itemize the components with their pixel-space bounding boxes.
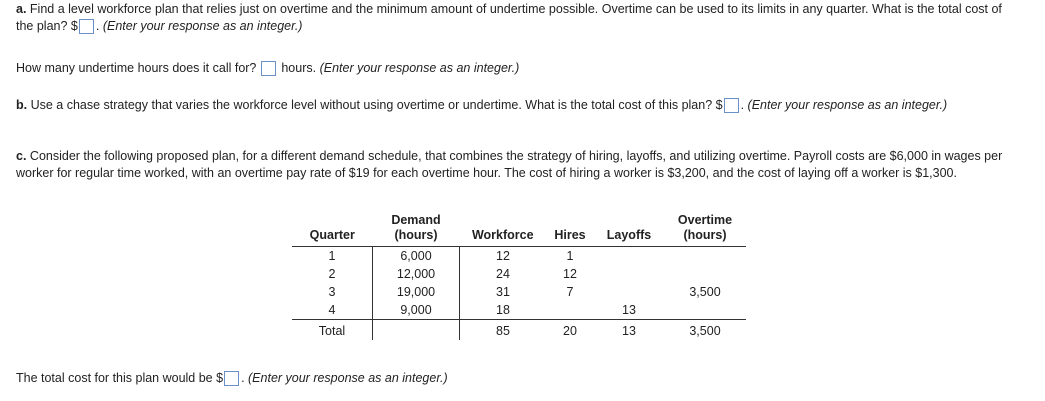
cell-total-workforce: 85: [460, 320, 547, 341]
part-a-undertime-hours-input[interactable]: [261, 61, 276, 76]
part-a-question-2-hint: (Enter your response as an integer.): [319, 61, 520, 75]
cell-quarter: 3: [292, 283, 373, 301]
header-overtime: Overtime (hours): [664, 213, 746, 247]
part-b-question: b. Use a chase strategy that varies the workforce level without using overtime or undertime. What is the total cost of this plan? $ . (Enter your response as an integer.): [16, 98, 948, 112]
plan-total-cost-input[interactable]: [224, 371, 239, 386]
cell-hires: 12: [563, 267, 577, 281]
cell-demand: 19,000: [373, 283, 460, 301]
cell-demand: 9,000: [373, 301, 460, 320]
table-row: [292, 283, 746, 301]
cell-total-demand: [373, 320, 460, 341]
cell-overtime: [664, 247, 746, 266]
cell-layoffs: [594, 265, 664, 283]
cell-demand: 12,000: [373, 265, 460, 283]
part-b-question-text: Use a chase strategy that varies the workforce level without using overtime or undertime. What is the total cost of this plan? $: [30, 98, 723, 112]
cell-layoffs: 13: [622, 303, 636, 317]
part-a-question-2: [16, 60, 1021, 77]
part-a-question-1-hint: (Enter your response as an integer.): [102, 19, 303, 33]
table-total-row: [292, 320, 746, 341]
cell-workforce: 31: [496, 285, 510, 299]
cell-demand: 6,000: [373, 247, 460, 266]
cell-overtime: 3,500: [689, 285, 721, 299]
cell-hires: [546, 301, 594, 320]
cell-total-label: Total: [292, 320, 373, 341]
cell-hires: 7: [566, 285, 574, 299]
table-row: [292, 247, 746, 266]
part-a-total-cost-input[interactable]: [79, 19, 94, 34]
header-workforce: Workforce: [460, 213, 547, 247]
cell-quarter: 2: [292, 265, 373, 283]
cell-overtime: [664, 301, 746, 320]
header-quarter: Quarter: [292, 213, 373, 247]
header-demand: Demand (hours): [373, 213, 460, 247]
cell-workforce: 12: [496, 249, 510, 263]
part-a-question-2-text: How many undertime hours does it call for?: [16, 61, 257, 75]
proposed-plan-table: [292, 213, 746, 340]
part-c-description: [16, 148, 1021, 182]
part-b-label: b.: [16, 98, 28, 112]
cell-workforce: 18: [496, 303, 510, 317]
table-header-row: [292, 213, 746, 247]
cell-total-overtime: 3,500: [664, 320, 746, 341]
part-b-total-cost-input[interactable]: [724, 98, 739, 113]
part-c-text: Consider the following proposed plan, for a different demand schedule, that combines the strategy of hiring, layoffs, and utilizing overtime. Payroll costs are $6,000 in wages per worker for regular time worked, with an overtime pay rate of $19 for each overtime hour. The cost of hiring a worker is $3,200, and the cost of laying off a worker is $1,300.: [16, 149, 1003, 180]
header-layoffs: Layoffs: [594, 213, 664, 247]
table-row: [292, 265, 746, 283]
header-hires: Hires: [546, 213, 594, 247]
part-a-question-1-text: Find a level workforce plan that relies just on overtime and the minimum amount of undertime possible. Overtime can be used to its limits in any quarter. What is the total cost of the plan? $: [16, 2, 1002, 33]
part-a-question-2-unit: hours.: [281, 61, 317, 75]
cell-quarter: 1: [292, 247, 373, 266]
final-question: The total cost for this plan would be $ . (Enter your response as an integer.): [16, 371, 448, 385]
cell-total-layoffs: 13: [594, 320, 664, 341]
cell-hires: 1: [566, 249, 574, 263]
part-a-question-1: a. Find a level workforce plan that relies just on overtime and the minimum amount of undertime possible. Overtime can be used to its limits in any quarter. What is the total cost of the plan? $ . (Enter your response as an integer.): [16, 2, 1002, 33]
final-question-hint: (Enter your response as an integer.): [248, 371, 448, 385]
cell-quarter: 4: [292, 301, 373, 320]
cell-workforce: 24: [496, 267, 510, 281]
cell-overtime: [664, 265, 746, 283]
part-b-question-hint: (Enter your response as an integer.): [747, 98, 948, 112]
table-row: [292, 301, 746, 320]
part-a-label: a.: [16, 2, 27, 16]
final-question-text: The total cost for this plan would be $: [16, 371, 224, 385]
part-c-label: c.: [16, 149, 27, 163]
cell-total-hires: 20: [546, 320, 594, 341]
cell-layoffs: [594, 247, 664, 266]
cell-layoffs: [594, 283, 664, 301]
